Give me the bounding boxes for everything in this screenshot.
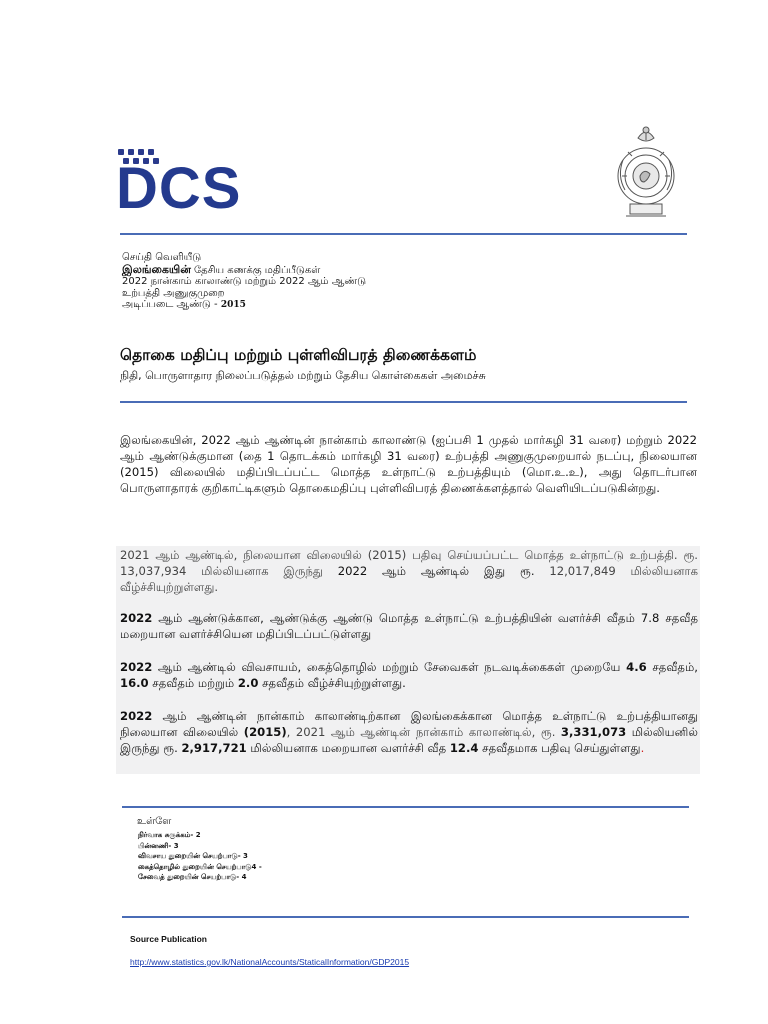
p3-text-2: சதவீதம் மற்றும் (148, 676, 238, 690)
release-approach: உற்பத்தி அணுகுமுறை (122, 287, 225, 299)
base-year-label: அடிப்படை ஆண்டு - (122, 299, 218, 310)
p4-text: ஆம் ஆண்டின் நான்காம் காலாண்டிற்கான இலங்கைக்கான மொத்த உள்நாட்டு உற்பத்தியானது நிலையான விலையில் (120, 709, 698, 739)
p4-year: 2022 (120, 709, 153, 723)
p1-part-b: 2022 ஆம் ஆண்டில் இது ரூ. (337, 564, 535, 578)
p3-text-3: சதவீதம் வீழ்ச்சியுற்றுள்ளது. (258, 676, 406, 690)
p1-part-c: 12,017,849 மில்லியனாக வீழ்ச்சியுற்றுள்ளது. (120, 564, 698, 594)
p4-value-1: 3,331,073 (560, 725, 627, 739)
logo-text: DCS (116, 156, 242, 221)
contents-top-rule (122, 806, 689, 808)
p4-dot: . (640, 741, 645, 755)
contents-item: சேவைத் துறையின் செயற்பாடு- 4 (138, 873, 247, 881)
p3-year: 2022 (120, 660, 153, 674)
p2-value: 7.8 (640, 611, 660, 625)
summary-paragraph-4 (120, 708, 698, 756)
contents-list (138, 830, 262, 883)
p4-value-2: 2,917,721 (181, 741, 247, 755)
dcs-logo (116, 145, 261, 220)
contents-item: நிர்வாக சுருக்கம்- 2 (138, 831, 201, 839)
release-header (122, 252, 542, 312)
p3-value-3: 2.0 (237, 676, 259, 690)
release-subject-bold: இலங்கையின் (122, 262, 191, 276)
department-title: தொகை மதிப்பு மற்றும் புள்ளிவிபரத் திணைக்களம் (120, 346, 477, 364)
contents-title: உள்ளே (137, 816, 172, 827)
p3-value-1: 4.6 (626, 660, 647, 674)
intro-paragraph: இலங்கையின், 2022 ஆம் ஆண்டின் நான்காம் காலாண்டு (ஐப்பசி 1 முதல் மார்கழி 31 வரை) மற்றும் 2022 ஆம் ஆண்டுக்குமான (தை 1 தொடக்கம் மார்கழி 31 வரை) உற்பத்தி அணுகுமுறையால் நடப்பு, நிலையான (2015) விலையில் மதிப்பிடப்பட்ட மொத்த உள்நாட்டு உற்பத்தியும் (மொ.உ.உ), அது தொடர்பான பொருளாதாரக் குறிகாட்டிகளும் தொகைமதிப்பு புள்ளிவிபரத் திணைக்களத்தால் வெளியிடப்படுகின்றது. (120, 433, 697, 495)
summary-paragraph-1 (120, 547, 698, 595)
p4-lite: , 2021 ஆம் ஆண்டின் நான்காம் காலாண்டில், ரூ. (286, 725, 561, 739)
release-base-year (122, 299, 542, 312)
p3-text-1: சதவீதம், (646, 660, 698, 674)
p2-year: 2022 (120, 611, 153, 625)
release-label: செய்தி வெளியீடு (122, 252, 202, 263)
p2-text: ஆம் ஆண்டுக்கான, ஆண்டுக்கு ஆண்டு மொத்த உள்நாட்டு உற்பத்தியின் வளர்ச்சி வீதம் (152, 611, 641, 625)
release-subject-rest: தேசிய கணக்கு மதிப்பீடுகள் (190, 264, 321, 276)
title-rule (120, 401, 687, 403)
source-title: Source Publication (130, 934, 207, 944)
logo-dot (148, 149, 154, 155)
contents-bottom-rule (122, 916, 689, 918)
p4-base-year: (2015) (243, 725, 287, 739)
national-emblem-icon (608, 124, 684, 220)
summary-paragraph-2 (120, 610, 698, 642)
p1-part-a: 2021 ஆம் ஆண்டில், நிலையான விலையில் (2015) பதிவு செய்யப்பட்ட மொத்த உள்நாட்டு உற்பத்தி. ரூ. 13,037,934 மில்லியனாக இருந்து (120, 548, 698, 578)
logo-dot (128, 149, 134, 155)
logo-dot (138, 149, 144, 155)
ministry-name: நிதி, பொருளாதார நிலைப்படுத்தல் மற்றும் தேசிய கொள்கைகள் அமைச்சு (120, 369, 486, 382)
logo-dot (118, 149, 124, 155)
p4-value-3: 12.4 (449, 741, 479, 755)
release-subject (122, 264, 542, 277)
header-rule (120, 233, 687, 235)
release-period: 2022 நான்காம் காலாண்டு மற்றும் 2022 ஆம் ஆண்டு (122, 276, 367, 287)
base-year-value: 2015 (220, 300, 246, 310)
contents-item: கைத்தொழில் துறையின் செயற்பாடு4 - (138, 862, 262, 871)
summary-paragraph-3 (120, 659, 698, 691)
p4-text-2: மில்லியனில் இருந்து ரூ. (120, 725, 699, 755)
p2-end: சதவீத மறையான வளர்ச்சியென மதிப்பிடப்பட்டுள்ளது (120, 611, 698, 641)
p3-value-2: 16.0 (120, 676, 149, 690)
contents-item: விவசாய துறையின் செயற்பாடு- 3 (138, 852, 248, 860)
contents-item: பின்னணி- 3 (138, 841, 179, 850)
p4-text-3: மில்லியனாக மறையான வளர்ச்சி வீத (246, 741, 450, 755)
p4-text-4: சதவீதமாக பதிவு செய்துள்ளது (478, 741, 641, 755)
p3-text: ஆம் ஆண்டில் விவசாயம், கைத்தொழில் மற்றும் சேவைகள் நடவடிக்கைகள் முறையே (152, 660, 627, 674)
source-link[interactable]: http://www.statistics.gov.lk/NationalAccounts/StaticalInformation/GDP2015 (130, 957, 410, 967)
